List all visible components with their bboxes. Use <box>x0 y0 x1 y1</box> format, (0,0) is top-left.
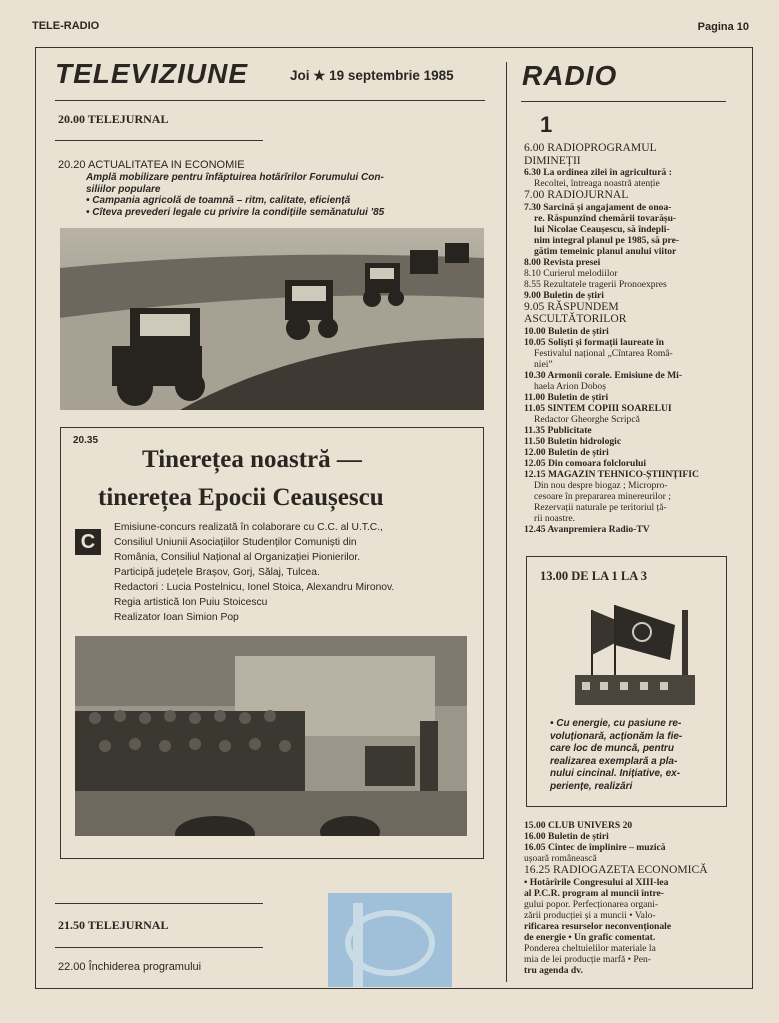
radio-line: DIMINEȚII <box>524 153 581 167</box>
radio-line: ASCULTĂTORILOR <box>524 312 627 325</box>
radio-line: nim integral planul pe 1985, să pre- <box>534 234 680 246</box>
radio-line: 7.30 Sarcină și angajament de onoa- <box>524 201 672 213</box>
radio-box-title: 13.00 DE LA 1 LA 3 <box>540 569 647 583</box>
radio-line: 12.00 Buletin de știri <box>524 446 609 458</box>
radio-line: 8.55 Rezultatele tragerii Pronoexpres <box>524 278 667 290</box>
tv-box-time: 20.35 <box>73 435 99 446</box>
radio-line: Recoltei, întreaga noastră atenție <box>534 178 660 189</box>
radio-line: 15.00 CLUB UNIVERS 20 <box>524 820 633 831</box>
radio-line: haela Arion Doboș <box>534 380 606 392</box>
column-divider <box>506 62 507 982</box>
radio-line: 9.00 Buletin de știri <box>524 289 604 301</box>
radio-line: Festivalul național „Cîntarea Româ- <box>534 347 673 359</box>
radio-line: rii noastre. <box>534 512 576 524</box>
radio-line: 16.00 Buletin de știri <box>524 831 609 842</box>
tv-prog-telejurnal: 20.00 TELEJURNAL <box>58 112 169 126</box>
radio-line: rificarea resurselor neconvenționale <box>524 920 672 932</box>
flags-illustration <box>570 600 700 715</box>
radio-line: 8.00 Revista presei <box>524 256 601 268</box>
radio-line: Din nou despre biogaz ; Micropro- <box>534 479 668 491</box>
radio-line: 6.00 RADIOPROGRAMUL <box>524 141 657 154</box>
tv-prog-close: 22.00 Închiderea programului <box>58 961 202 973</box>
radio-line: re. Răspunzînd chemării tovarășu- <box>534 212 677 224</box>
radio-line: mia de lei producție marfă • Pen- <box>524 953 651 965</box>
radio-line: ușoară românească <box>524 853 597 864</box>
studio-photo <box>75 636 467 836</box>
tv-box-title-2: tinerețea Epocii Ceaușescu <box>98 484 384 511</box>
radio-line: Ponderea cheltuielilor materiale la <box>524 942 656 954</box>
radio-line: 10.00 Buletin de știri <box>524 325 609 337</box>
radio-line: al P.C.R. program al muncii între- <box>524 887 664 899</box>
radio-line: • Hotărîrile Congresului al XIII-lea <box>524 876 669 888</box>
tv-logo <box>328 893 452 987</box>
radio-title: RADIO <box>522 60 618 91</box>
tv-prog-telejurnal-2: 21.50 TELEJURNAL <box>58 918 169 932</box>
tv-title: TELEVIZIUNE <box>55 58 249 89</box>
radio-line: lui Nicolae Ceaușescu, să îndepli- <box>534 223 670 235</box>
radio-line: 12.45 Avanpremiera Radio-TV <box>524 523 650 535</box>
tv-prog-economie: 20.20 ACTUALITATEA IN ECONOMIE <box>58 159 245 171</box>
radio-line: 11.50 Buletin hidrologic <box>524 435 622 447</box>
radio-line: 11.35 Publicitate <box>524 424 592 436</box>
radio-schedule <box>524 142 734 535</box>
radio-line: tru agenda dv. <box>524 964 583 976</box>
page-number: Pagina 10 <box>697 21 749 33</box>
tv-economie-details: Amplă mobilizare pentru înfăptuirea hotărîrilor Forumului Con- siliilor populare • Campania agricolă de toamnă – ritm, calitate, eficiență • Cîteva prevederi legale cu privire la condițiile semănatului '85 <box>86 172 385 218</box>
radio-schedule-afternoon <box>524 820 734 976</box>
tv-box-title-1: Tinerețea noastră — <box>142 446 362 473</box>
radio-line: 11.05 SINTEM COPIII SOARELUI <box>524 402 672 414</box>
radio-line: gătim temeinic planul anului viitor <box>534 245 677 257</box>
radio-program-number: 1 <box>540 112 553 137</box>
radio-line: 8.10 Curierul melodiilor <box>524 267 618 279</box>
radio-line: 12.05 Din comoara folclorului <box>524 457 647 469</box>
radio-line: 11.00 Buletin de știri <box>524 391 609 403</box>
radio-box-caption: • Cu energie, cu pasiune re- voluționară, acționăm la fie- care loc de muncă, pentru realizarea exemplară a pla- nului cincinal. Inițiative, ex- periențe, realizări <box>550 718 683 792</box>
radio-line: gului popor. Perfecționarea organi- <box>524 898 659 910</box>
radio-line: 7.00 RADIOJURNAL <box>524 188 629 201</box>
radio-line: cesoare în prepararea minereurilor ; <box>534 490 671 502</box>
radio-line: 10.30 Armonii corale. Emisiune de Mi- <box>524 369 683 381</box>
tv-date: Joi ★ 19 septembrie 1985 <box>290 68 454 83</box>
radio-line: Redactor Gheorghe Scripcă <box>534 413 640 425</box>
radio-line: de energie • Un grafic comentat. <box>524 931 656 943</box>
page-header-left: TELE-RADIO <box>32 20 100 32</box>
radio-line: 16.05 Cîntec de împlinire – muzică <box>524 842 666 853</box>
radio-line: Rezervații naturale pe teritoriul ță- <box>534 501 667 513</box>
radio-line: 16.25 RADIOGAZETA ECONOMICĂ <box>524 863 708 876</box>
radio-line: 12.15 MAGAZIN TEHNICO-ȘTIINȚIFIC <box>524 468 699 480</box>
radio-line: 10.05 Soliști și formații laureate în <box>524 336 664 348</box>
utc-logo: C <box>75 529 101 555</box>
radio-line: 6.30 La ordinea zilei în agricultură : <box>524 167 672 178</box>
tractor-photo <box>60 228 484 410</box>
radio-line: niei” <box>534 358 553 370</box>
radio-line: 9.05 RĂSPUNDEM <box>524 299 619 313</box>
tv-box-details: Emisiune-concurs realizată în colaborare cu C.C. al U.T.C., Consiliul Uniunii Asociațiilor Studenților Comuniști din România, Consiliul Național al Organizației Pionierilor. Participă județele Brașov, Gorj, Sălaj, Tulcea. Redactori : Lucia Postelnicu, Ionel Stoica, Alexandru Mironov. Regia artistică Ion Puiu Stoicescu Realizator Ioan Simion Pop <box>114 522 395 623</box>
radio-line: zării producției și a muncii • Valo- <box>524 909 656 921</box>
